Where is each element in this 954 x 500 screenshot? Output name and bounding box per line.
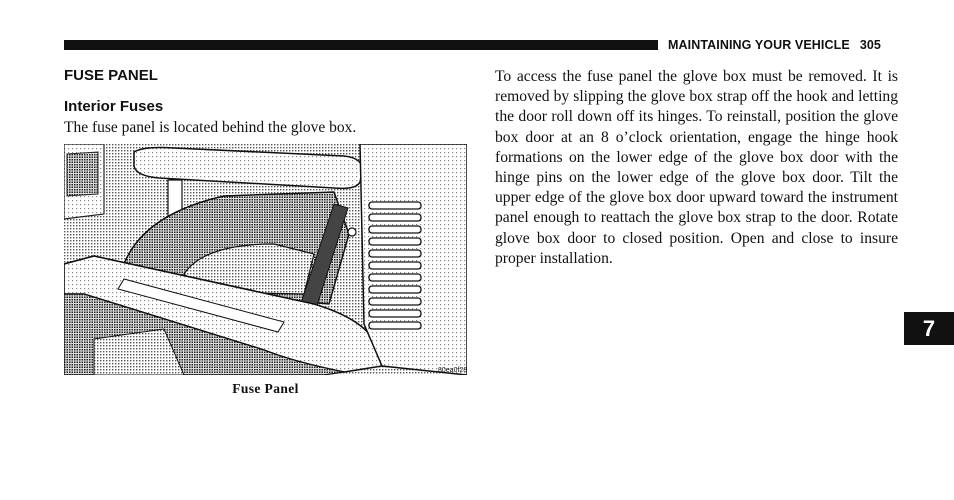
- body-paragraph: To access the fuse panel the glove box must be removed. It is removed by slipping the glove box strap off the hook and letting the door roll down off its hinges. To reinstall, position the glove box door at an 8 o’clock orientation, engage the hinge hook formations on the lower edge of the glove box door with the hinge pins on the lower edge of the glove box door. Tilt the upper edge of the glove box door upward toward the instrument panel enough to reattach the glove box strap to the door. Rotate glove box door to closed position. Open and close to insure proper installation.: [495, 68, 898, 267]
- running-head: [668, 38, 881, 52]
- header-rule: [64, 40, 658, 50]
- chapter-number: 7: [922, 315, 936, 341]
- page-number: 305: [859, 38, 881, 52]
- chapter-tab: [904, 312, 954, 345]
- glove-box-drawing: [64, 144, 467, 375]
- running-head-title: MAINTAINING YOUR VEHICLE: [668, 38, 850, 52]
- figure-caption: Fuse Panel: [232, 381, 299, 396]
- intro-text: The fuse panel is located behind the glove box.: [64, 119, 357, 136]
- section-title: FUSE PANEL: [64, 67, 158, 84]
- subsection-title: Interior Fuses: [64, 98, 164, 115]
- fuse-panel-illustration: [64, 144, 467, 375]
- figure-code: 80ea0f28: [438, 367, 467, 374]
- vent-louvers: [369, 202, 421, 329]
